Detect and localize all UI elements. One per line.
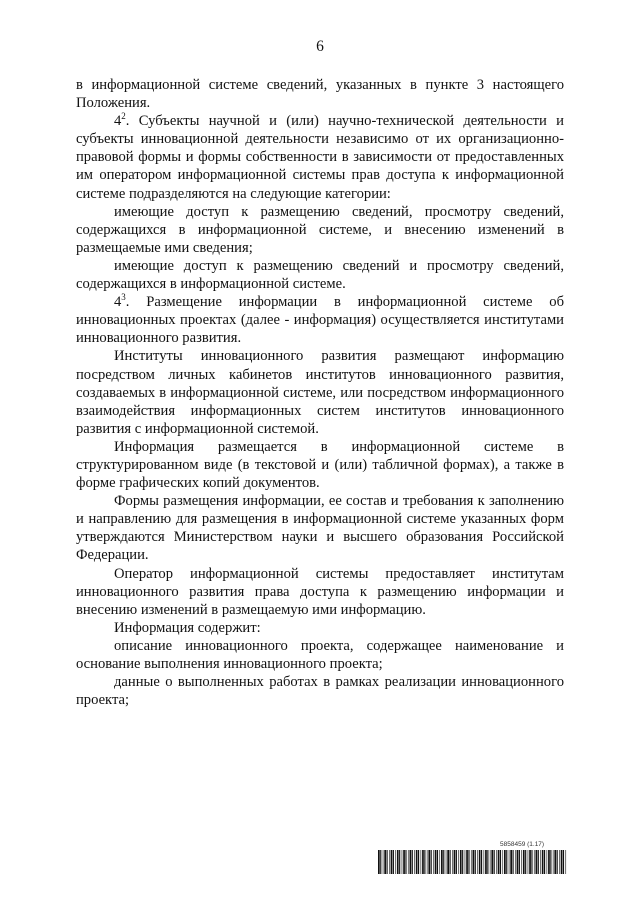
clause-superscript: 3 xyxy=(121,292,126,303)
paragraph-contains: Информация содержит: xyxy=(114,619,261,636)
paragraph-continuation: в информационной системе сведений, указанных в пункте 3 настоящего Положения. xyxy=(76,77,564,112)
clause-superscript: 2 xyxy=(121,111,126,122)
paragraph-category-1: имеющие доступ к размещению сведений, просмотру сведений, содержащихся в информационной системе, и внесению изменений в размещаемые ими сведения; xyxy=(76,203,564,256)
clause-number: $4^3$. xyxy=(114,292,130,311)
document-stamp: 5858459 (1.17) xyxy=(500,841,545,848)
paragraph-category-2: имеющие доступ к размещению сведений и просмотру сведений, содержащихся в информационной системе. xyxy=(76,257,564,293)
barcode xyxy=(378,850,568,874)
paragraph-clause-4-2 xyxy=(76,112,564,202)
clause-number: $4^2$. xyxy=(114,111,130,130)
paragraph-forms: Формы размещения информации, ее состав и требования к заполнению и направлению для размещения в информационной системе указанных форм утверждаются Министерством науки и высшего образования Российской Федерации. xyxy=(76,493,564,564)
paragraph-institutes: Институты инновационного развития размещают информацию посредством личных кабинетов институтов инновационного развития, создаваемых в информационной системе, или посредством информационного взаимодействия информационных систем институтов инновационного развития с информационной системой. xyxy=(76,348,564,437)
document-body xyxy=(76,76,564,709)
paragraph-clause-4-3 xyxy=(76,293,564,347)
paragraph-operator: Оператор информационной системы предоставляет институтам инновационного развития права доступа к размещению информации и внесению изменений в размещаемую ими информацию. xyxy=(76,565,564,618)
page-number: 6 xyxy=(316,38,324,55)
paragraph-data: данные о выполненных работах в рамках реализации инновационного проекта; xyxy=(76,674,564,709)
clause-text: Размещение информации в информационной системе об инновационных проектах (далее - информация) осуществляется институтами инновационного развития. xyxy=(76,294,564,347)
paragraph-structured-form: Информация размещается в информационной системе в структурированном виде (в текстовой и (или) табличной формах), а также в форме графических копий документов. xyxy=(76,438,564,492)
clause-text: Субъекты научной и (или) научно-технической деятельности и субъекты инновационной деятельности независимо от их организационно-правовой формы и формы собственности в зависимости от предоставленных им оператором информационной системы прав доступа к информационной системе подразделяются на следующие категории: xyxy=(76,113,564,202)
paragraph-description: описание инновационного проекта, содержащее наименование и основание выполнения инновационного проекта; xyxy=(76,637,564,672)
